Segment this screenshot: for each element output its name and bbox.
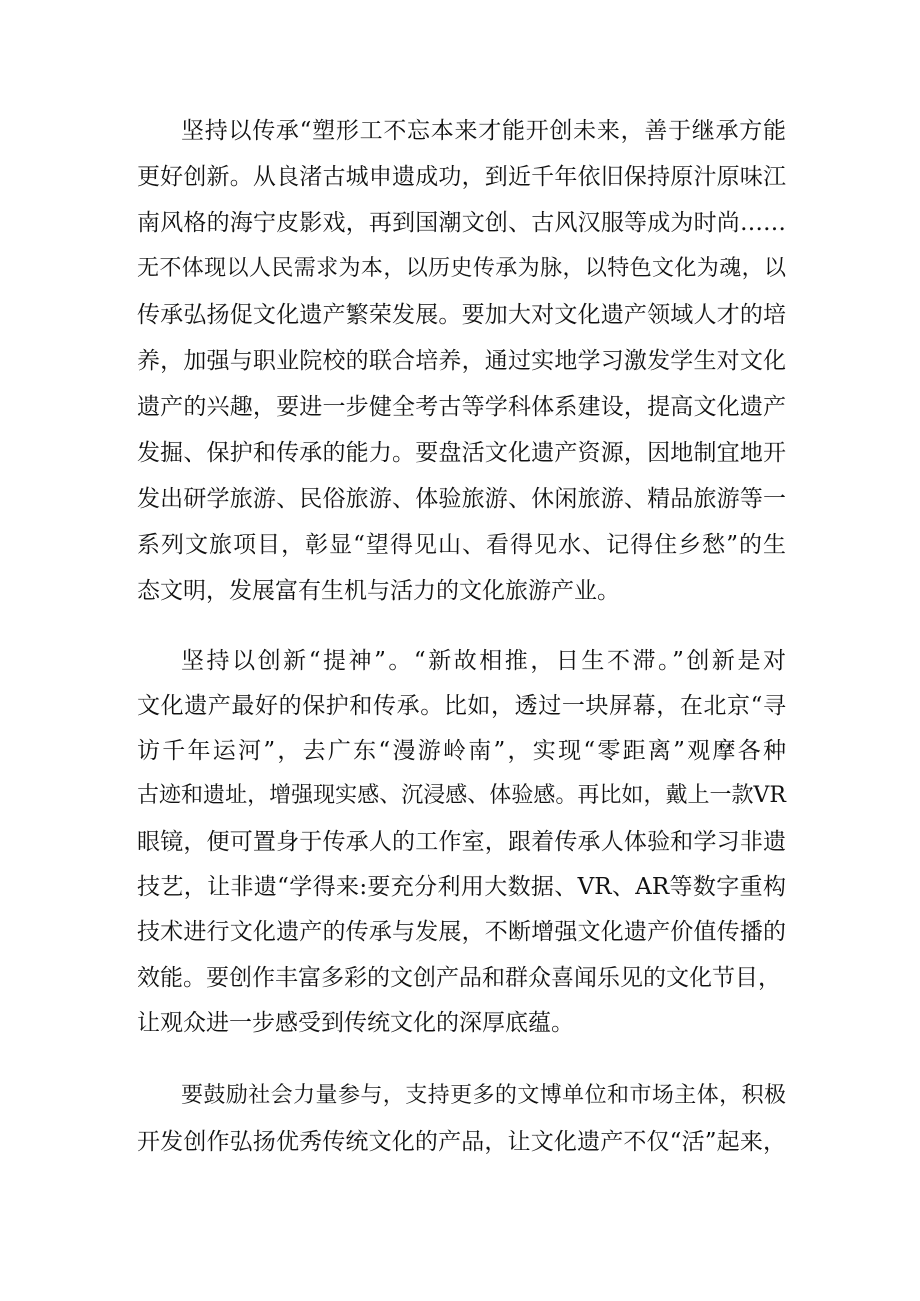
paragraph-1-line-4: 无不体现以人民需求为本，以历史传承为脉，以特色文化为魂，以: [137, 256, 786, 281]
paragraph-2-line-4: 古迹和遗址，增强现实感、沉浸感、体验感。再比如，戴上一款VR: [137, 783, 786, 808]
paragraph-1-line-7: 遗产的兴趣，要进一步健全考古等学科体系建设，提高文化遗产: [137, 394, 786, 420]
paragraph-2-line-8: 效能。要创作丰富多彩的文创产品和群众喜闻乐见的文化节目，: [137, 965, 781, 991]
paragraph-1-line-10: 系列文旅项目，彰显“望得见山、看得见水、记得住乡愁”的生: [137, 532, 786, 558]
paragraph-2-line-1: 坚持以创新“提神”。“新故相推，日生不滞。”创新是对: [181, 648, 786, 674]
paragraph-2-line-2: 文化遗产最好的保护和传承。比如，透过一块屏幕，在北京“寻: [137, 693, 786, 719]
paragraph-2-line-9: 让观众进一步感受到传统文化的深厚底蕴。: [137, 1010, 574, 1036]
paragraph-2-line-7: 技术进行文化遗产的传承与发展，不断增强文化遗产价值传播的: [137, 919, 786, 945]
paragraph-1-line-5: 传承弘扬促文化遗产繁荣发展。要加大对文化遗产领域人才的培: [137, 302, 786, 328]
paragraph-1-line-11: 态文明，发展富有生机与活力的文化旅游产业。: [137, 578, 620, 604]
paragraph-1-line-9: 发出研学旅游、民俗旅游、体验旅游、休闲旅游、精品旅游等一: [137, 486, 786, 512]
paragraph-2-line-3: 访千年运河”，去广东“漫游岭南”，实现“零距离”观摩各种: [137, 738, 786, 764]
paragraph-3-line-1: 要鼓励社会力量参与，支持更多的文博单位和市场主体，积极: [181, 1083, 786, 1108]
paragraph-1-line-8: 发掘、保护和传承的能力。要盘活文化遗产资源，因地制宜地开: [137, 440, 786, 466]
paragraph-2-line-6: 技艺，让非遗“学得来:要充分利用大数据、VR、AR等数字重构: [137, 874, 786, 900]
paragraph-1-line-3: 南风格的海宁皮影戏，再到国潮文创、古风汉服等成为时尚……: [137, 210, 786, 236]
paragraph-1-line-6: 养，加强与职业院校的联合培养，通过实地学习激发学生对文化: [137, 348, 786, 374]
paragraph-2-line-5: 眼镜，便可置身于传承人的工作室，跟着传承人体验和学习非遗: [137, 829, 786, 855]
paragraph-3-line-2: 开发创作弘扬优秀传统文化的产品，让文化遗产不仅“活”起来，: [137, 1129, 786, 1155]
paragraph-1-line-2: 更好创新。从良渚古城申遗成功，到近千年依旧保持原汁原味江: [137, 164, 786, 190]
paragraph-1-line-1: 坚持以传承“塑形工不忘本来才能开创未来，善于继承方能: [181, 118, 786, 144]
